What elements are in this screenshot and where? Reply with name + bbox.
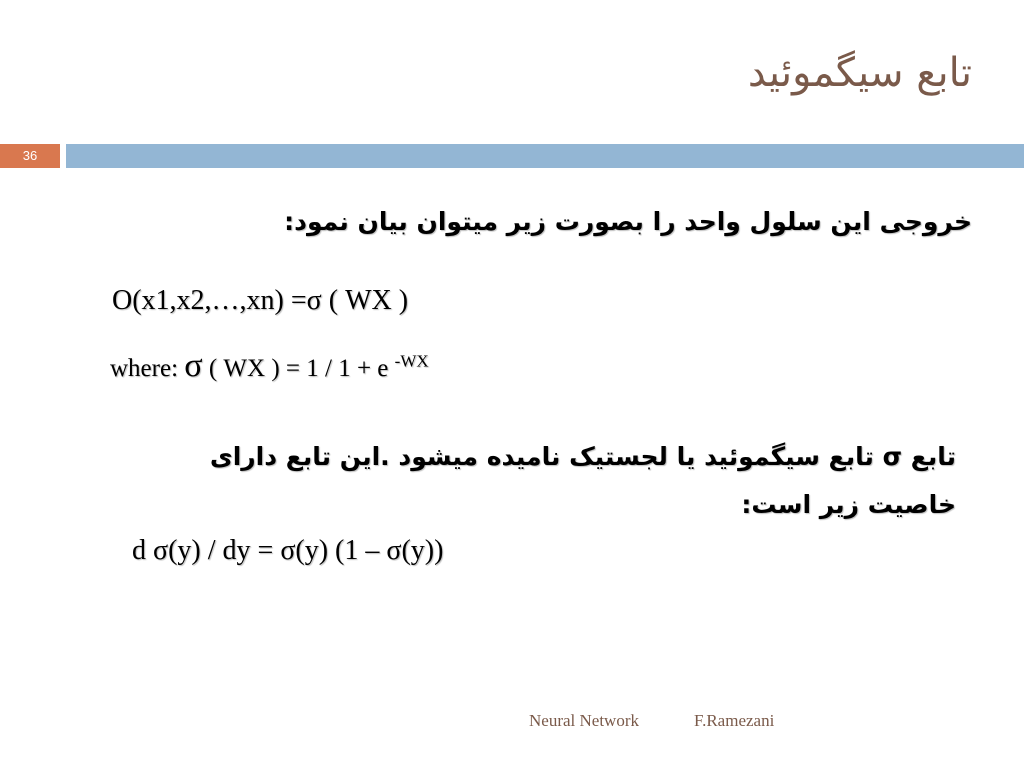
output-equation: O(x1,x2,…,xn) =σ ( WX )	[112, 285, 409, 316]
slide-number: 36	[0, 144, 60, 168]
sigmoid-definition	[110, 347, 429, 385]
exponent: -WX	[394, 351, 429, 371]
footer-course: Neural Network	[529, 711, 639, 730]
derivative-equation: d σ(y) / dy = σ(y) (1 – σ(y))	[132, 535, 444, 566]
sigmoid-description: تابع σ تابع سیگموئید یا لجستیک نامیده میشود .این تابع دارای	[209, 442, 956, 471]
sigmoid-formula: ( WX ) = 1 / 1 + e	[202, 355, 395, 382]
footer-author: F.Ramezani	[694, 711, 775, 730]
where-label: where:	[110, 355, 185, 382]
header-band	[66, 144, 1024, 168]
sigma-symbol: σ	[184, 347, 203, 384]
slide-title: تابع سیگموئید	[747, 50, 972, 96]
property-intro: خاصیت زیر است:	[741, 490, 956, 519]
output-description: خروجی این سلول واحد را بصورت زیر میتوان بیان نمود:	[284, 207, 972, 236]
